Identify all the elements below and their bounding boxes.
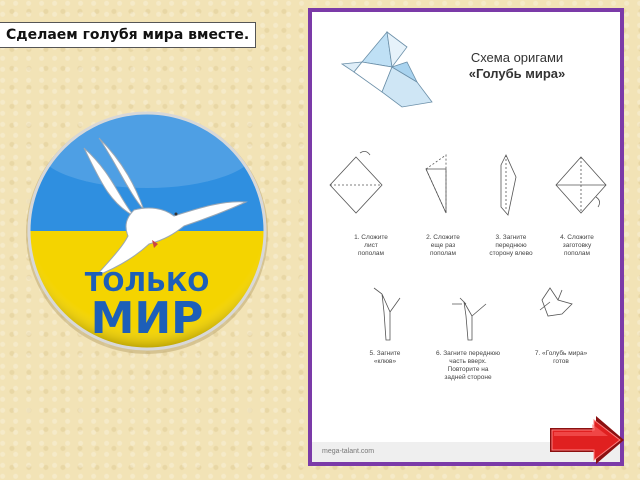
step-7-caption: 7. «Голубь мира» готов [534,350,588,365]
badge-line2: МИР [90,293,204,344]
step-5-caption: 5. Загните «клюв» [369,350,401,365]
step-1-caption: 1. Сложите лист пополам [354,234,388,257]
scheme-title-line2: «Голубь мира» [468,66,566,81]
step-2-caption: 2. Сложите еще раз пополам [426,234,460,257]
peace-badge [24,108,270,354]
next-slide-button[interactable] [548,414,626,466]
steps-row1-diagrams [326,147,616,227]
scheme-title-line1: Схема оригами [470,50,564,65]
step-6-caption: 6. Загните переднюю часть вверх. Повторите на задней стороне [435,350,501,381]
arrow-right-icon[interactable] [550,416,624,464]
step-3-caption: 3. Загните переднюю сторону влево [489,234,533,257]
steps-row2-diagrams [362,282,612,342]
origami-scheme-card [308,8,624,466]
slide-title: Сделаем голубя мира вместе. [0,22,256,48]
scheme-footer-text: mega-talant.com [322,448,375,455]
step-4-caption: 4. Сложите заготовку пополам [560,234,594,257]
badge-line1: ТОЛЬКО [84,268,210,298]
